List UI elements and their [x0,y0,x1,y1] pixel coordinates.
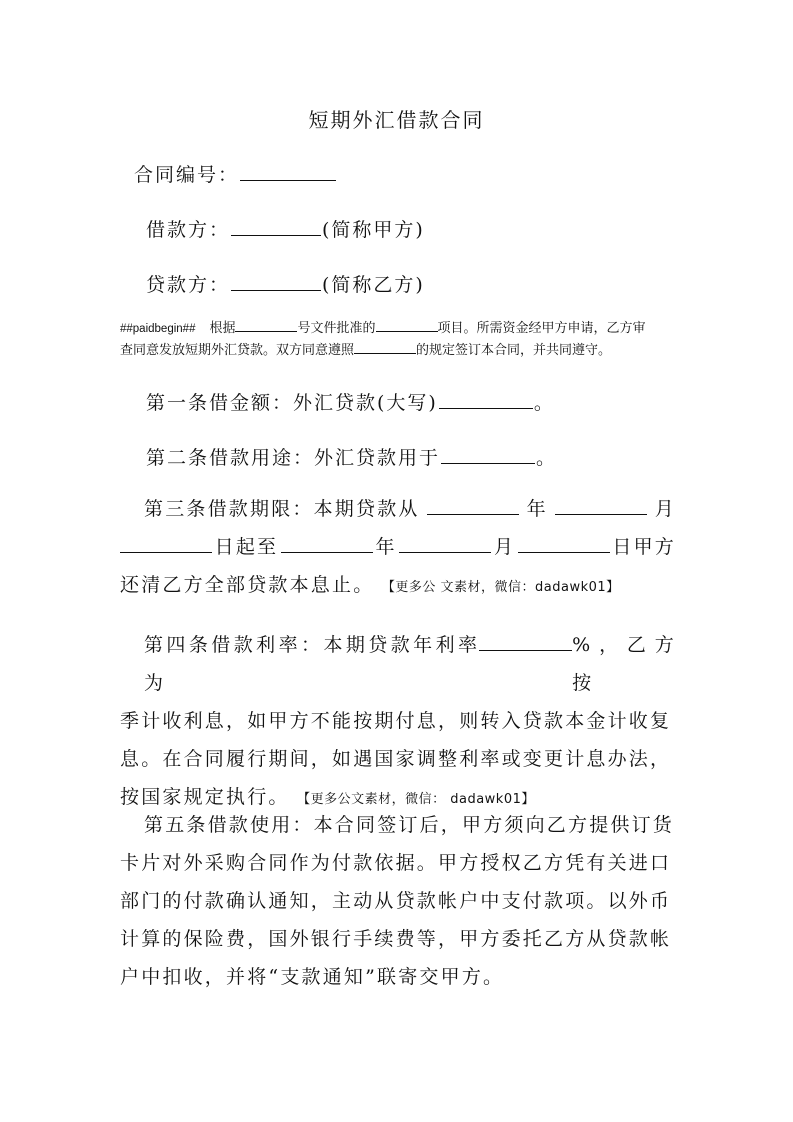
day-blank [518,528,610,553]
lender-blank [231,274,321,291]
paid-tag: ##paidbegin## [120,323,196,335]
article-3-line-2 [120,528,676,566]
lender-label: 贷款方： [146,274,231,296]
article-3-text: 第三条借款期限：本期贷款从 [144,498,420,520]
contract-number-label: 合同编号： [134,164,240,186]
intro-paragraph [120,318,680,362]
lender-suffix: (简称乙方) [322,274,425,296]
promo-note: 【更多公文素材，微信： dadawk01】 [303,792,535,807]
contract-number-blank [240,164,336,181]
article-4-text: 按国家规定执行。 [120,786,290,808]
document-title: 短期外汇借款合同 [308,108,485,132]
article-1 [146,388,555,415]
article-5-line-2: 卡片对外采购合同作为付款依据。甲方授权乙方凭有关进口 [120,852,672,874]
article-3-text: 年 [526,498,548,520]
article-3-text: 日起至 [214,536,279,558]
article-4-text: %，乙方按 [572,634,676,694]
borrower-label: 借款方： [146,219,231,241]
article-1-text: 第一条借金额：外汇贷款(大写) [146,392,438,414]
borrower-blank [231,219,321,236]
article-5 [120,806,676,996]
article-2-end: 。 [536,447,558,469]
month-blank [399,528,491,553]
intro-line-2 [120,340,680,362]
intro-text: 项目。所需资金经甲方申请，乙方审 [437,321,646,336]
article-5-line-3: 部门的付款确认通知，主动从贷款帐户中支付款项。以外币 [120,890,672,912]
article-2-blank [441,447,535,464]
article-4-line-1 [120,626,676,702]
article-4 [120,626,676,819]
intro-text: 根据 [209,321,236,336]
article-3-text: 月 [654,498,676,520]
borrower-line [146,215,425,242]
article-4-text: 第四条借款利率：本期贷款年利率为 [144,634,480,694]
article-3-text: 月 [493,536,516,558]
intro-blank [354,341,416,354]
article-4-line-2: 季计收利息，如甲方不能按期付息，则转入贷款本金计收复 [120,710,672,732]
article-5-line-4: 计算的保险费，国外银行手续费等，甲方委托乙方从贷款帐 [120,928,672,950]
article-3-text: 年 [375,536,397,558]
article-1-blank [439,392,533,409]
year-blank [427,490,519,515]
article-5-line-5: 户中扣收，并将“支款通知”联寄交甲方。 [120,966,505,988]
intro-blank [376,319,438,332]
article-3-line-3 [120,566,676,607]
intro-text: 查同意发放短期外汇贷款。双方同意遵照 [120,343,355,358]
article-3-text: 还清乙方全部贷款本息止。 [120,574,375,596]
lender-line [146,270,425,297]
rate-blank [479,626,572,651]
contract-number-line [134,160,337,187]
month-blank [555,490,647,515]
article-5-line-1: 第五条借款使用：本合同签订后，甲方须向乙方提供订货 [144,814,675,836]
intro-text: 号文件批准的 [297,321,376,336]
intro-text: 的规定签订本合同，并共同遵守。 [416,343,612,358]
article-3 [120,490,676,607]
day-blank [120,528,212,553]
intro-blank [235,319,297,332]
article-2-text: 第二条借款用途：外汇贷款用于 [146,447,441,469]
article-2 [146,443,557,470]
article-1-end: 。 [533,392,555,414]
year-blank [281,528,373,553]
promo-note: 【更多公 文素材，微信：dadawk01】 [388,580,620,595]
intro-line-1 [120,318,680,340]
borrower-suffix: (简称甲方) [322,219,425,241]
article-3-text: 日甲方 [612,536,676,558]
article-4-line-3: 息。在合同履行期间，如遇国家调整利率或变更计息办法， [120,748,672,770]
article-3-line-1 [120,490,676,528]
